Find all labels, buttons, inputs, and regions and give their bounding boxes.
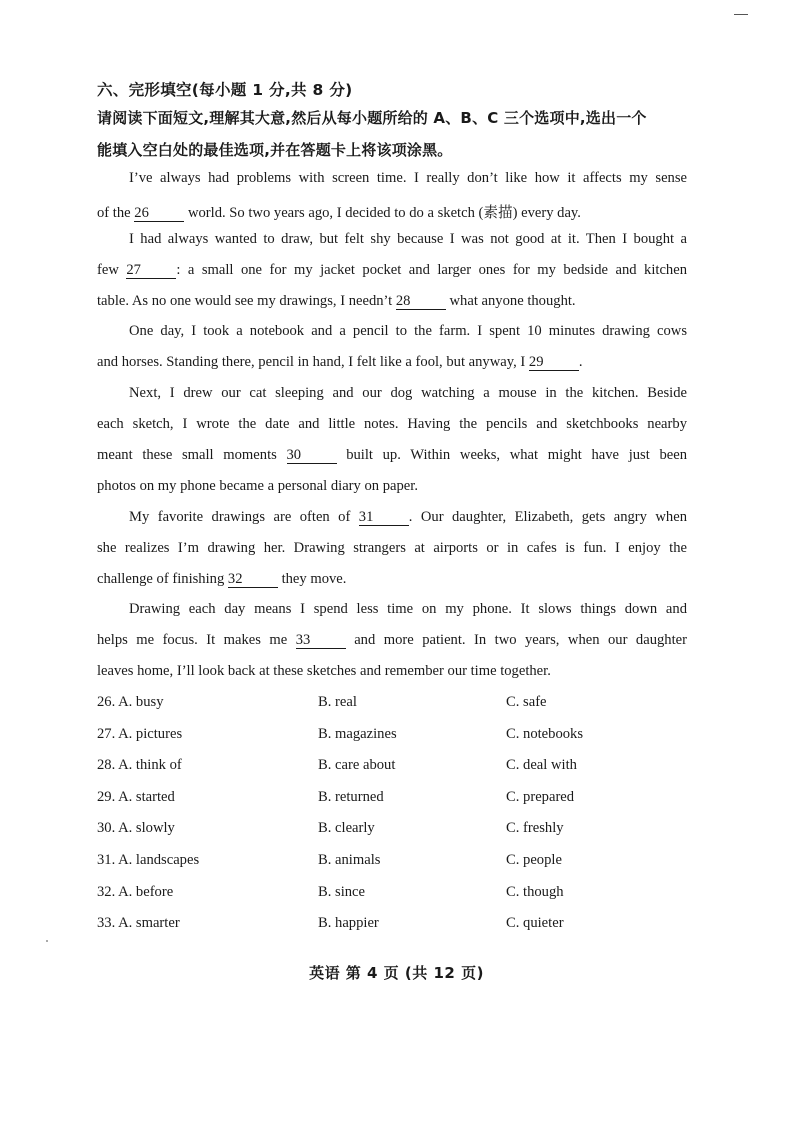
blank-30: 30: [287, 448, 337, 464]
passage-text: world. So two years ago, I decided to do a sketch (素描) every day.: [187, 205, 581, 221]
question-31-option-a: 31. A. landscapes: [97, 852, 200, 868]
question-29-option-c: C. prepared: [506, 789, 575, 805]
question-30-option-c: C. freshly: [506, 820, 564, 836]
blank-32: 32: [228, 572, 278, 588]
passage-line: Next, I drew our cat sleeping and our dog watching a mouse in the kitchen. Beside: [129, 385, 687, 401]
question-29-option-b: B. returned: [318, 789, 384, 805]
passage-text: and more patient. In two years, when our daughter: [354, 632, 687, 648]
question-26-option-a: 26. A. busy: [97, 694, 164, 710]
section-title: 六、完形填空(每小题 1 分,共 8 分): [97, 81, 353, 99]
passage-line: I had always wanted to draw, but felt shy because I was not good at it. Then I bought a: [129, 231, 687, 247]
question-27-option-c: C. notebooks: [506, 726, 584, 742]
passage-text: of the: [97, 205, 131, 221]
passage-line: I’ve always had problems with screen time. I really don’t like how it affects my sense: [129, 170, 687, 186]
passage-text: challenge of finishing: [97, 571, 225, 587]
question-32-option-a: 32. A. before: [97, 884, 174, 900]
passage-line: [129, 509, 687, 526]
question-30-option-b: B. clearly: [318, 820, 375, 836]
passage-line: [97, 293, 687, 310]
blank-26: 26: [134, 206, 184, 222]
passage-line: [97, 354, 687, 371]
passage-text: few: [97, 262, 119, 278]
question-32-option-b: B. since: [318, 884, 366, 900]
page-footer: 英语 第 4 页 (共 12 页): [309, 964, 484, 982]
question-26-option-c: C. safe: [506, 694, 547, 710]
blank-27: 27: [126, 263, 176, 279]
passage-text: table. As no one would see my drawings, I needn’t: [97, 293, 393, 309]
passage-line: each sketch, I wrote the date and little notes. Having the pencils and sketchbooks nearby: [97, 416, 687, 432]
passage-line: [97, 201, 687, 222]
question-30-option-a: 30. A. slowly: [97, 820, 175, 836]
question-28-option-a: 28. A. think of: [97, 757, 182, 773]
question-26-option-b: B. real: [318, 694, 357, 710]
passage-line: [97, 571, 687, 588]
passage-text: what anyone thought.: [449, 293, 576, 309]
question-27-option-b: B. magazines: [318, 726, 397, 742]
passage-line: [97, 262, 687, 279]
blank-29: 29: [529, 355, 579, 371]
question-27-option-a: 27. A. pictures: [97, 726, 183, 742]
instruction-line-2: 能填入空白处的最佳选项,并在答题卡上将该项涂黑。: [97, 141, 453, 159]
question-33-option-a: 33. A. smarter: [97, 915, 180, 931]
passage-text: they move.: [281, 571, 347, 587]
question-28-option-c: C. deal with: [506, 757, 577, 773]
question-31-option-c: C. people: [506, 852, 562, 868]
passage-line: [97, 447, 687, 464]
question-28-option-b: B. care about: [318, 757, 396, 773]
passage-text: meant these small moments: [97, 447, 277, 463]
question-33-option-b: B. happier: [318, 915, 379, 931]
question-29-option-a: 29. A. started: [97, 789, 175, 805]
passage-line: Drawing each day means I spend less time on my phone. It slows things down and: [129, 601, 687, 617]
passage-line: [97, 632, 687, 649]
question-32-option-c: C. though: [506, 884, 564, 900]
blank-28: 28: [396, 294, 446, 310]
passage-text: . Our daughter, Elizabeth, gets angry when: [408, 509, 687, 525]
question-31-option-b: B. animals: [318, 852, 381, 868]
blank-33: 33: [296, 633, 346, 649]
passage-text: My favorite drawings are often of: [129, 509, 351, 525]
passage-line: photos on my phone became a personal diary on paper.: [97, 478, 418, 494]
passage-text: and horses. Standing there, pencil in hand, I felt like a fool, but anyway, I: [97, 354, 526, 370]
passage-line: she realizes I’m drawing her. Drawing strangers at airports or in cafes is fun. I enjoy the: [97, 540, 687, 556]
passage-line: leaves home, I’ll look back at these sketches and remember our time together.: [97, 663, 551, 679]
question-33-option-c: C. quieter: [506, 915, 564, 931]
blank-31: 31: [359, 510, 409, 526]
passage-line: One day, I took a notebook and a pencil to the farm. I spent 10 minutes drawing cows: [129, 323, 687, 339]
passage-text: .: [578, 354, 583, 370]
passage-text: helps me focus. It makes me: [97, 632, 288, 648]
passage-text: built up. Within weeks, what might have just been: [346, 447, 688, 463]
instruction-line-1: 请阅读下面短文,理解其大意,然后从每小题所给的 A、B、C 三个选项中,选出一个: [97, 109, 647, 127]
passage-text: : a small one for my jacket pocket and larger ones for my bedside and kitchen: [176, 262, 687, 278]
